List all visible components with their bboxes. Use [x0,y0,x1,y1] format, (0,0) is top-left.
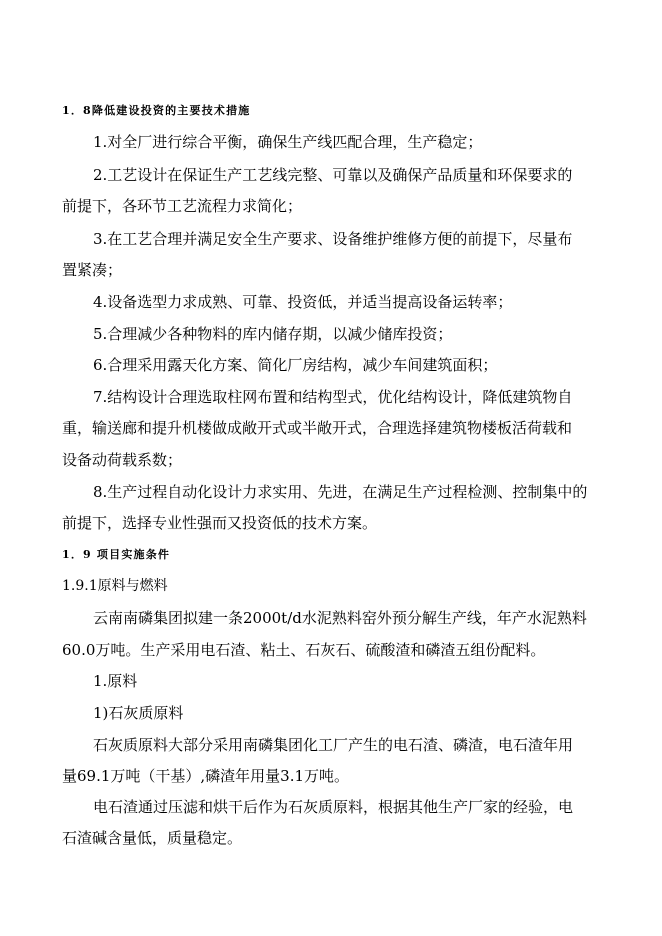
paragraph-line: 6.合理采用露天化方案、简化厂房结构，减少车间建筑面积； [93,356,498,374]
paragraph-line: 置紧凑； [62,261,123,279]
paragraph-line: 2.工艺设计在保证生产工艺线完整、可靠以及确保产品质量和环保要求的 [93,166,573,184]
paragraph-line: 3.在工艺合理并满足安全生产要求、设备维护维修方便的前提下，尽量布 [93,230,573,248]
paragraph-line: 1)石灰质原料 [93,704,184,722]
paragraph-line: 1.原料 [93,672,138,690]
paragraph-line: 1.对全厂进行综合平衡，确保生产线匹配合理，生产稳定； [93,133,483,151]
section-heading-1-8: 1．8降低建设投资的主要技术措施 [62,104,251,117]
paragraph-line: 前提下，各环节工艺流程力求简化； [62,197,303,215]
paragraph-line: 量69.1万吨（干基）,磷渣年用量3.1万吨。 [62,767,350,785]
section-heading-1-9: 1．9 项目实施条件 [62,548,171,561]
paragraph-line: 电石渣通过压滤和烘干后作为石灰质原料，根据其他生产厂家的经验，电 [93,798,574,816]
paragraph-line: 5.合理减少各种物料的库内储存期，以减少储库投资； [93,325,453,343]
paragraph-line: 前提下，选择专业性强而又投资低的技术方案。 [62,514,378,532]
paragraph-line: 7.结构设计合理选取柱网布置和结构型式，优化结构设计，降低建筑物自 [93,388,573,406]
paragraph-line: 设备动荷载系数； [62,451,183,469]
paragraph-line: 石渣碱含量低，质量稳定。 [62,829,243,847]
paragraph-line: 云南南磷集团拟建一条2000t/d水泥熟料窑外预分解生产线，年产水泥熟料 [93,609,587,627]
paragraph-line: 重，输送廊和提升机楼做成敞开式或半敞开式，合理选择建筑物楼板活荷载和 [62,419,573,437]
paragraph-line: 8.生产过程自动化设计力求实用、先进，在满足生产过程检测、控制集中的 [93,483,588,501]
paragraph-line: 4.设备选型力求成熟、可靠、投资低，并适当提高设备运转率； [93,293,513,311]
paragraph-line: 石灰质原料大部分采用南磷集团化工厂产生的电石渣、磷渣，电石渣年用 [93,736,574,754]
subsection-heading-1-9-1: 1.9.1原料与燃料 [62,578,168,594]
paragraph-line: 60.0万吨。生产采用电石渣、粘土、石灰石、硫酸渣和磷渣五组份配料。 [62,641,546,659]
